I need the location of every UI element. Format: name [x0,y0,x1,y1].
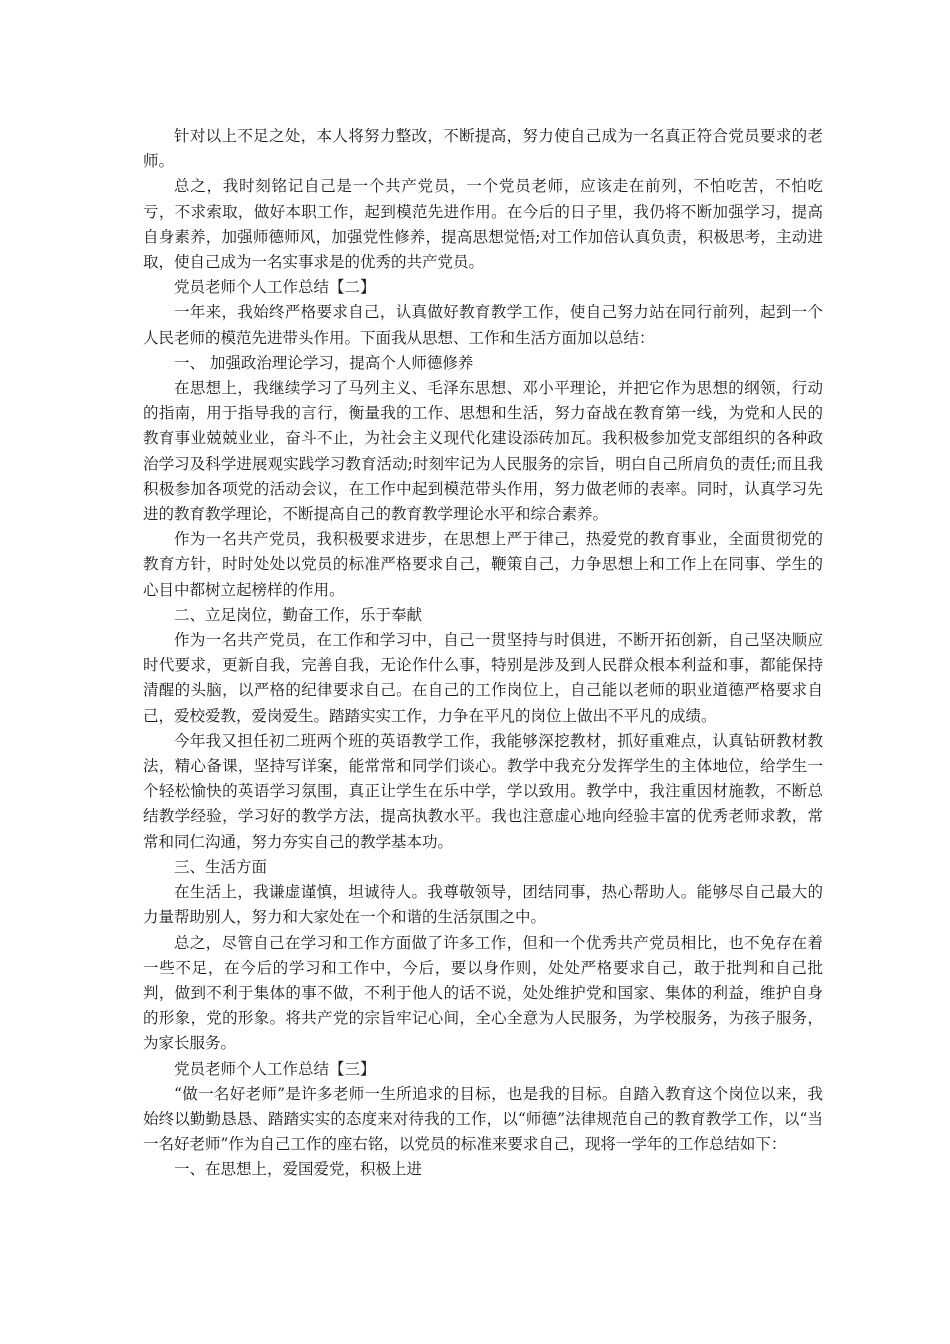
paragraph: 在思想上，我继续学习了马列主义、毛泽东思想、邓小平理论，并把它作为思想的纲领，行动的指南，用于指导我的言行，衡量我的工作、思想和生活，努力奋战在教育第一线，为党和人民的教育事业兢兢业业，奋斗不止，为社会主义现代化建设添砖加瓦。我积极参加党支部组织的各种政治学习及科学进展观实践学习教育活动;时刻牢记为人民服务的宗旨，明白自己所肩负的责任;而且我积极参加各项党的活动会议，在工作中起到模范带头作用，努力做老师的表率。同时，认真学习先进的教育教学理论，不断提高自己的教育教学理论水平和综合素养。 [143,379,823,524]
paragraph: 针对以上不足之处，本人将努力整改，不断提高，努力使自己成为一名真正符合党员要求的老师。 [143,127,823,171]
paragraph: 作为一名共产党员，在工作和学习中，自己一贯坚持与时俱进，不断开拓创新，自己坚决顺应时代要求，更新自我，完善自我，无论作什么事，特别是涉及到人民群众根本利益和事，都能保持清醒的头脑，以严格的纪律要求自己。在自己的工作岗位上，自己能以老师的职业道德严格要求自己，爱校爱教，爱岗爱生。踏踏实实工作，力争在平凡的岗位上做出不平凡的成绩。 [143,631,823,725]
paragraph: 今年我又担任初二班两个班的英语教学工作，我能够深挖教材，抓好重难点，认真钻研教材教法，精心备课，坚持写详案，能常常和同学们谈心。教学中我充分发挥学生的主体地位，给学生一个轻松愉快的英语学习氛围，真正让学生在乐中学，学以致用。教学中，我注重因材施教，不断总结教学经验，学习好的教学方法，提高执教水平。我也注意虚心地向经验丰富的优秀老师求教，常常和同仁沟通，努力夯实自己的教学基本功。 [143,731,823,851]
paragraph: 作为一名共产党员，我积极要求进步，在思想上严于律己，热爱党的教育事业，全面贯彻党的教育方针，时时处处以党员的标准严格要求自己，鞭策自己，力争思想上和工作上在同事、学生的心目中都树立起榜样的作用。 [143,530,823,599]
paragraph: 总之，我时刻铭记自己是一个共产党员，一个党员老师，应该走在前列，不怕吃苦，不怕吃亏，不求索取，做好本职工作，起到模范先进作用。在今后的日子里，我仍将不断加强学习，提高自身素养，加强师德师风，加强党性修养，提高思想觉悟;对工作加倍认真负责，积极思考，主动进取，使自己成为一名实事求是的优秀的共产党员。 [143,177,823,272]
section-heading: 一、在思想上，爱国爱党，积极上进 [174,1160,423,1179]
section-heading: 三、生活方面 [174,857,268,876]
section-title: 党员老师个人工作总结【二】 [174,278,376,297]
paragraph: 在生活上，我谦虚谨慎，坦诚待人。我尊敬领导，团结同事，热心帮助人。能够尽自己最大的力量帮助别人，努力和大家处在一个和谐的生活氛围之中。 [143,883,823,927]
section-title: 党员老师个人工作总结【三】 [174,1059,376,1078]
paragraph: “做一名好老师”是许多老师一生所追求的目标，也是我的目标。自踏入教育这个岗位以来，我始终以勤勤恳恳、踏踏实实的态度来对待我的工作，以“师德”法律规范自己的教育教学工作，以“当一名好老师”作为自己工作的座右铭，以党员的标准来要求自己，现将一学年的工作总结如下： [143,1084,823,1154]
paragraph: 一年来，我始终严格要求自己，认真做好教育教学工作，使自己努力站在同行前列，起到一个人民老师的模范先进带头作用。下面我从思想、工作和生活方面加以总结： [143,303,823,347]
section-heading: 二、立足岗位，勤奋工作，乐于奉献 [174,605,423,624]
document-body [143,124,823,1183]
section-heading: 一、 加强政治理论学习，提高个人师德修养 [174,353,474,372]
paragraph: 总之，尽管自己在学习和工作方面做了许多工作，但和一个优秀共产党员相比，也不免存在着一些不足，在今后的学习和工作中，今后，要以身作则，处处严格要求自己，敢于批判和自己批判，做到不利于集体的事不做，不利于他人的话不说，处处维护党和国家、集体的利益，维护自身的形象，党的形象。将共产党的宗旨牢记心间，全心全意为人民服务，为学校服务，为孩子服务，为家长服务。 [143,933,823,1053]
